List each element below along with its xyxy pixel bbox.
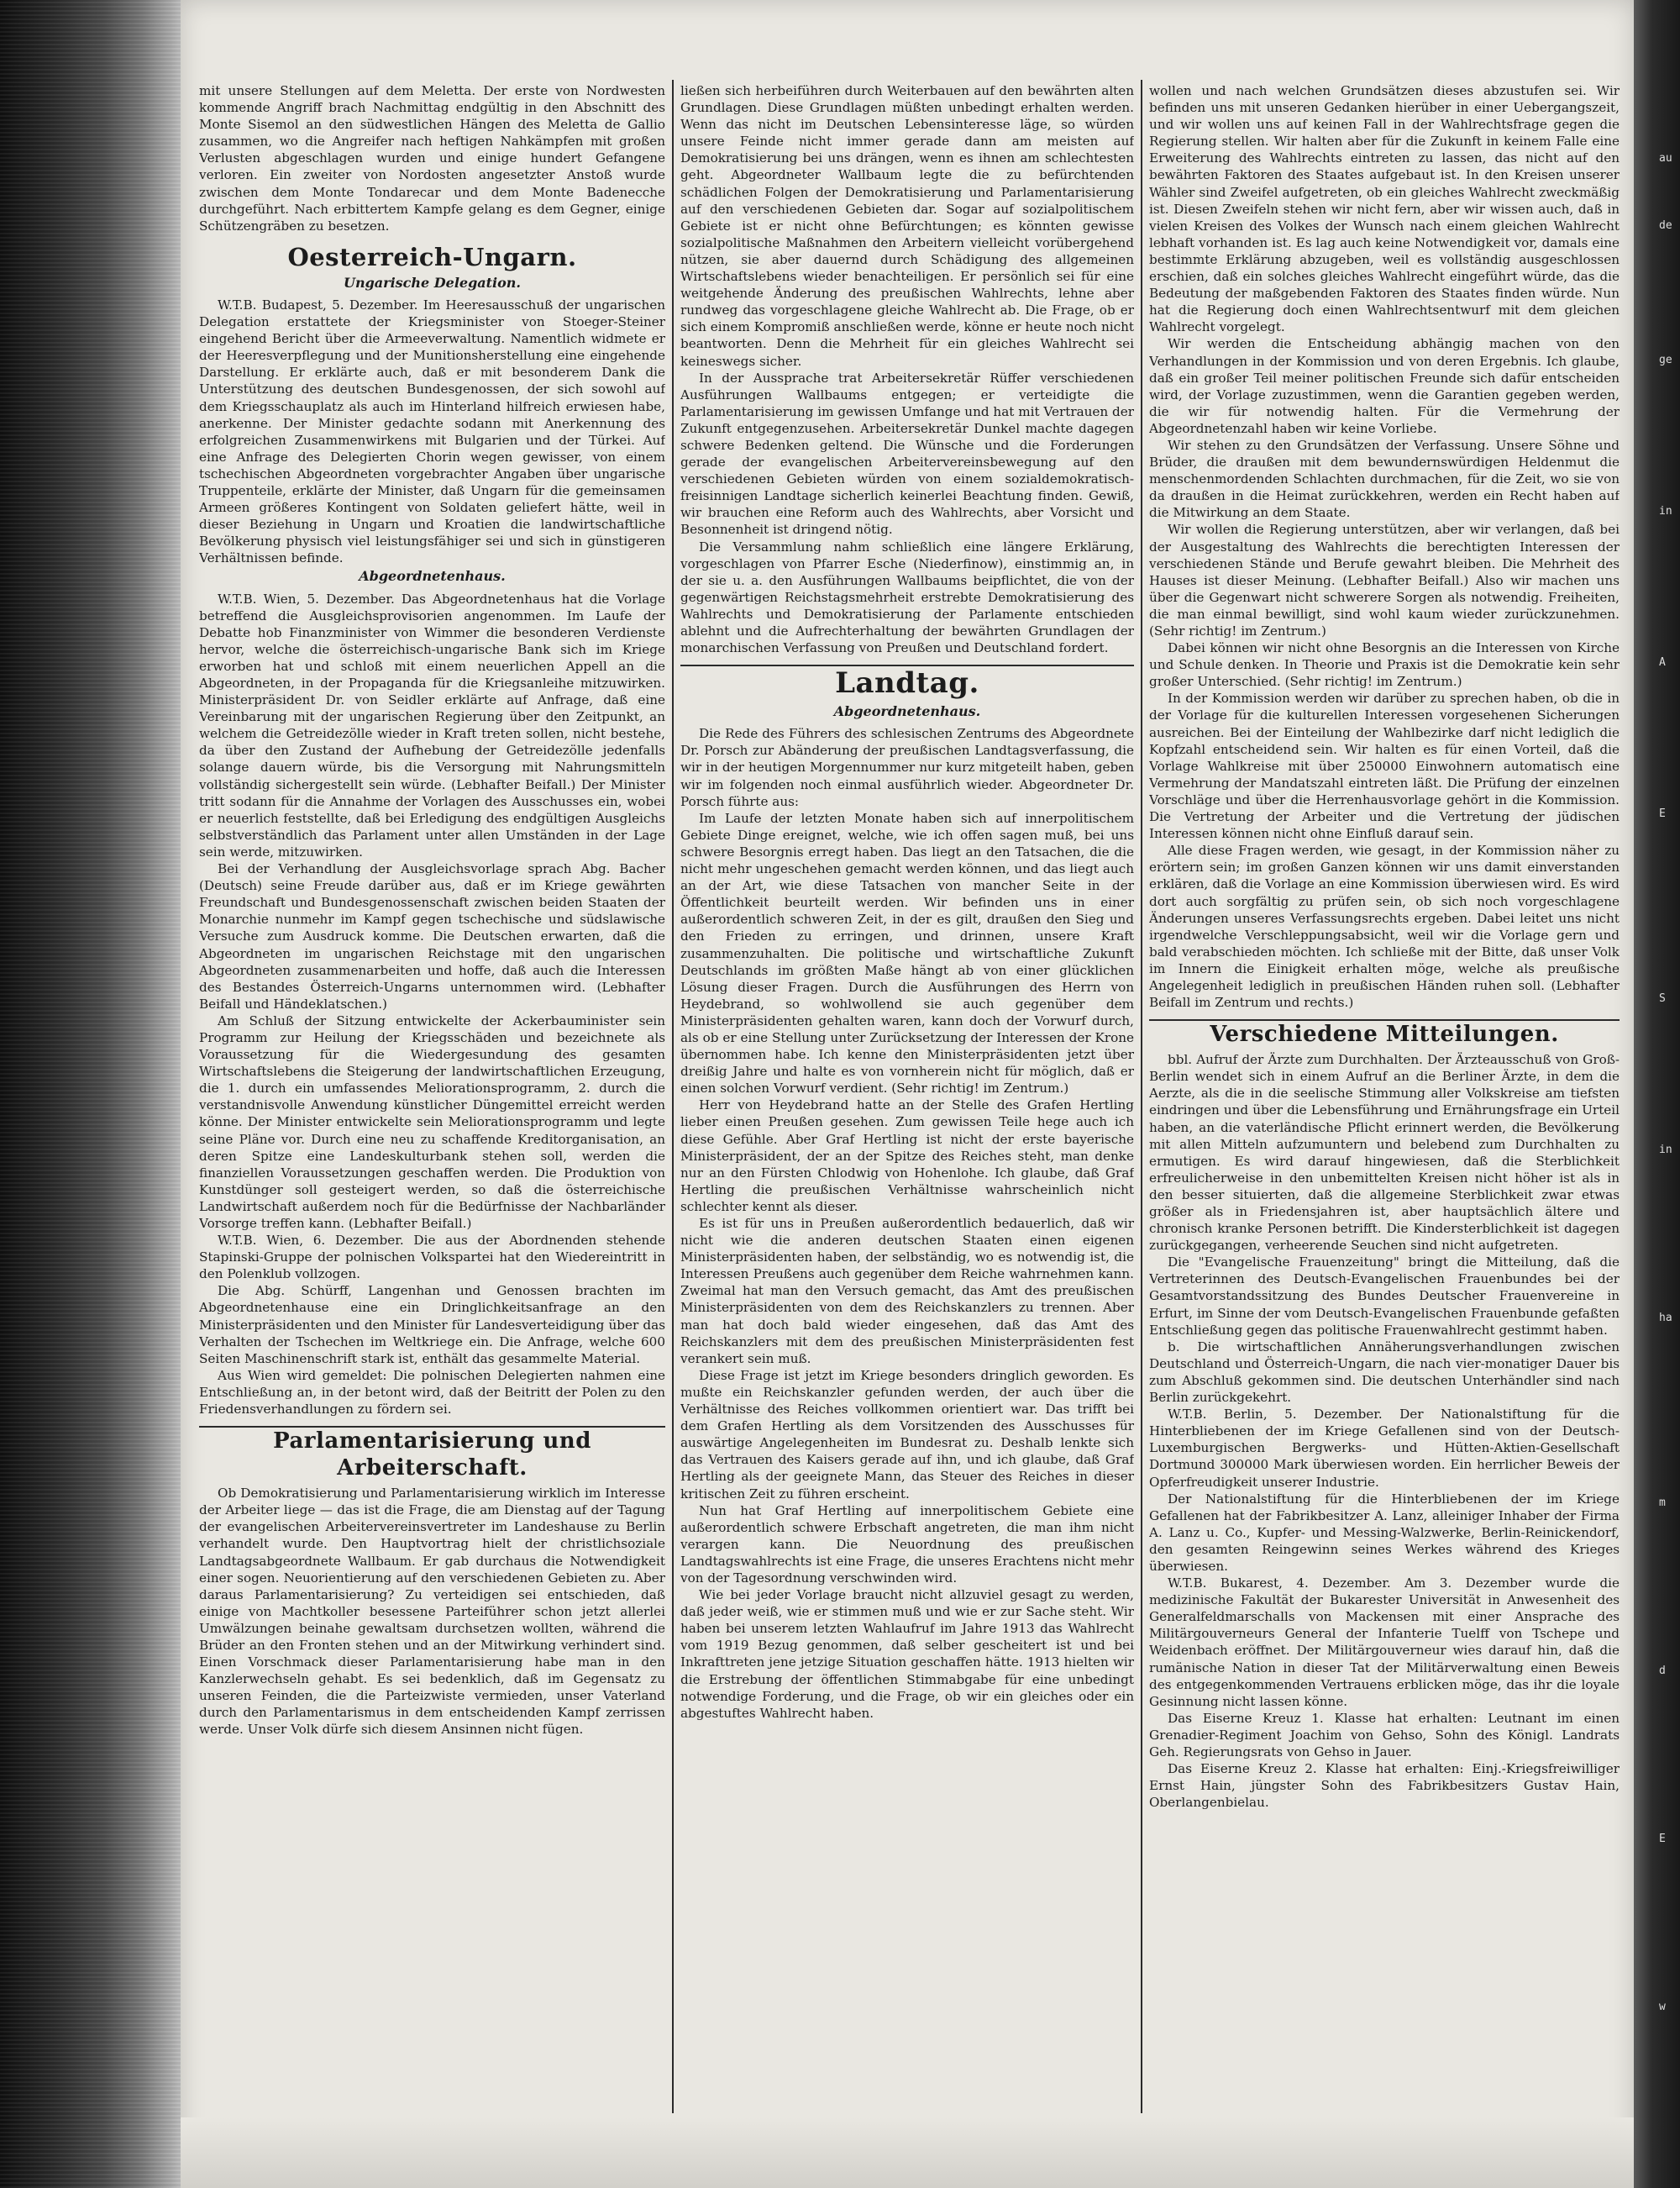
edge-fragment: ha <box>1659 1312 1672 1324</box>
article-paragraph: Die Abg. Schürff, Langenhan und Genossen brachten im Abgeordnetenhause eine ein Dringlichkeitsanfrage an den Ministerpräsidenten und den Minister für Landesverteidigung über das Verhalten der Tschechen im Weltkriege ein. Die Anfrage, welche 600 Seiten Maschinenschrift stark ist, enthält das gesammelte Material. <box>199 1283 665 1366</box>
adjacent-page-edge <box>1634 0 1680 2188</box>
article-paragraph: W.T.B. Berlin, 5. Dezember. Der Nationalstiftung für die Hinterbliebenen der im Kriege Gefallenen sind von der Deutsch-Luxemburgischen Bergwerks- und Hütten-Aktien-Gesellschaft Dortmund 300000 Mark überwiesen worden. Ein herrlicher Beweis der Opferfreudigkeit unserer Industrie. <box>1149 1407 1620 1490</box>
subheading-abgeordnetenhaus: Abgeordnetenhaus. <box>359 568 506 585</box>
book-binding <box>0 0 189 2188</box>
edge-fragment: S <box>1659 992 1666 1005</box>
edge-fragment: w <box>1659 2001 1666 2013</box>
article-paragraph: Dabei können wir nicht ohne Besorgnis an die Interessen von Kirche und Schule denken. In Theorie und Praxis ist die Demokratie kein sehr großer Unterschied. (Sehr richtig! im Zentrum.) <box>1149 640 1620 690</box>
article-paragraph: Die "Evangelische Frauenzeitung" bringt die Mitteilung, daß die Vertreterinnen des Deutsch-Evangelischen Frauenbundes bei der Gesamtvorstandssitzung des Bundes Deutscher Frauenvereine in Erfurt, im Sinne der vom Deutsch-Evangelischen Frauenbunde gefaßten Entschließung gegen das politische Frauenwahlrecht gestimmt haben. <box>1149 1254 1620 1338</box>
edge-fragment: A <box>1659 656 1666 669</box>
article-paragraph: Im Laufe der letzten Monate haben sich auf innerpolitischem Gebiete Dinge ereignet, welche, wie ich offen sagen muß, bei uns schwere Besorgnis erregt haben. Das liegt an den Tatsachen, die die nicht mehr ungeschehen gemacht werden können, und das liegt auch an der Art, wie diese Tatsachen von mancher Seite in der Öffentlichkeit beurteilt werden. Wir befinden uns in einer außerordentlich schweren Zeit, in der es gilt, draußen den Sieg und den Frieden zu erringen, und drinnen, unsere Kraft zusammenzuhalten. Die politische und wirtschaftliche Zukunft Deutschlands im größten Maße hängt ab von einer glücklichen Lösung dieser Fragen. Durch die Ausführungen des Herrn von Heydebrand, so wohlwollend sie auch gegenüber dem Ministerpräsidenten gehalten waren, kann doch der Vorwurf durch, als ob er eine Stellung unter Zurücksetzung der Interessen der Krone übernommen habe. Ich kenne den Ministerpräsidenten jetzt über dreißig Jahre und halte es von vornherein nicht für möglich, daß er einen solchen Vorwurf verdient. (Sehr richtig! im Zentrum.) <box>680 810 1134 1097</box>
edge-fragment: in <box>1659 1144 1672 1156</box>
subheading-ungarische-delegation: Ungarische Delegation. <box>344 274 521 291</box>
column-left <box>199 82 665 2099</box>
article-paragraph: wollen und nach welchen Grundsätzen dieses abzustufen sei. Wir befinden uns mit unseren Gedanken hierüber in einer Uebergangszeit, und wir wollen uns auf keinen Fall in der Wahlrechtsfrage gegen die Regierung stellen. Wir halten aber für die Zukunft in keinem Falle eine Erweiterung des Wahlrechts eintreten zu lassen, das nicht auf den bewährten Faktoren des Staates aufgebaut ist. In den Kreisen unserer Wähler sind Zweifel aufgetreten, ob ein gleiches Wahlrecht zweckmäßig ist. Diesen Zweifeln stehen wir nicht fern, aber wir wissen auch, daß in vielen Kreisen des Volkes der Wunsch nach einem gleichen Wahlrecht lebhaft vorhanden ist. Es lag auch keine Notwendigkeit vor, damals eine bestimmte Erklärung abzugeben, weil es vollständig ausgeschlossen erschien, daß ein solches gleiches Wahlrecht eingeführt würde, das die Bedeutung der maßgebenden Faktoren des Staates finden würde. Nun hat die Regierung doch einen Wahlrechtsentwurf mit dem gleichen Wahlrecht vorgelegt. <box>1149 83 1620 335</box>
article-paragraph: mit unsere Stellungen auf dem Meletta. Der erste von Nordwesten kommende Angriff brach Nachmittag endgültig in den Abschnitt des Monte Sisemol an den südwestlichen Hängen des Meletta de Gallio zusammen, wo die Angreifer nach heftigen Nahkämpfen mit großen Verlusten abgeschlagen wurden und einige hundert Gefangene verloren. Ein zweiter von Nordosten angesetzter Anstoß wurde zwischen dem Monte Tondarecar und dem Monte Badenecche durchgeführt. Nach erbittertem Kampfe gelang es dem Gegner, einige Schützengräben zu besetzen. <box>199 83 665 234</box>
article-paragraph: Das Eiserne Kreuz 1. Klasse hat erhalten: Leutnant im einen Grenadier-Regiment Joachim von Gehso, Sohn des Königl. Landrats Geh. Regierungsrats von Gehso in Jauer. <box>1149 1710 1620 1759</box>
article-paragraph: Der Nationalstiftung für die Hinterbliebenen der im Kriege Gefallenen hat der Fabrikbesitzer A. Lanz, alleiniger Inhaber der Firma A. Lanz u. Co., Kupfer- und Messing-Walzwerke, Berlin-Reinickendorf, den gesamten Reingewinn seines Werkes während des Krieges überwiesen. <box>1149 1491 1620 1574</box>
column-middle <box>680 82 1134 2099</box>
column-right <box>1149 82 1620 2099</box>
article-paragraph: W.T.B. Bukarest, 4. Dezember. Am 3. Dezember wurde die medizinische Fakultät der Bukarester Universität in Anwesenheit des Generalfeldmarschalls von Mackensen mit einer Ansprache des Militärgouverneurs General der Infanterie Tuelff von Tschepe und Weidenbach eröffnet. Der Militärgouverneur wies darauf hin, daß die rumänische Nation in dieser Tat der Militärverwaltung einen Beweis des entgegenkommenden Vertrauens erblicken möge, das ihr die loyale Gesinnung nicht lassen könne. <box>1149 1575 1620 1709</box>
article-paragraph: Wie bei jeder Vorlage braucht nicht allzuviel gesagt zu werden, daß jeder weiß, wie er stimmen muß und wie er zur Sache steht. Wir haben bei unserem letzten Wahlaufruf im Jahre 1913 das Wahlrecht vom 1919 Bezug genommen, daß selber gescheitert ist und bei Inkrafttreten jene jetzige Situation geschaffen hätte. 1913 hielten wir die Erstrebung der öffentlichen Stimmabgabe für eine unbedingt notwendige Forderung, und die Frage, ob wir ein gleiches oder ein abgestuftes Wahlrecht haben. <box>680 1587 1134 1721</box>
edge-fragment: ge <box>1659 354 1672 366</box>
article-paragraph: bbl. Aufruf der Ärzte zum Durchhalten. Der Ärzteausschuß von Groß-Berlin wendet sich in einem Aufruf an die Berliner Ärzte, in dem die Aerzte, als die in die seelische Stimmung aller Volkskreise am tiefsten eindringen und über die Lebensführung und Ernährungsfrage ein Urteil haben, an die vaterländische Pflicht erinnert werden, die Bevölkerung mit allen Mitteln aufzumuntern und belebend zum Durchhalten zu ermutigen. Es wird darauf hingewiesen, daß die Sterblichkeit erfreulicherweise in den unbemittelten Kreisen nicht höher ist als in den besser situierten, daß die allgemeine Sterblichkeit zwar etwas größer als in Friedensjahren ist, aber hauptsächlich ältere und chronisch kranke Personen betrifft. Die Kindersterblichkeit ist dagegen zurückgegangen, verheerende Seuchen sind nicht aufgetreten. <box>1149 1052 1620 1254</box>
edge-fragment: E <box>1659 807 1666 820</box>
article-paragraph: Herr von Heydebrand hatte an der Stelle des Grafen Hertling lieber einen Preußen gesehen. Zum gewissen Teile hege auch ich diese Gefühle. Aber Graf Hertling ist nicht der erste bayerische Ministerpräsident, der an der Spitze des Reiches steht, man denke nur an den Fürsten Chlodwig von Hohenlohe. Ich glaube, daß Graf Hertling die preußischen Verhältnisse wahrscheinlich nicht schlechter kennt als dieser. <box>680 1097 1134 1214</box>
subheading-abgeordnetenhaus: Abgeordnetenhaus. <box>833 703 981 720</box>
article-paragraph: W.T.B. Wien, 6. Dezember. Die aus der Abordnenden stehende Stapinski-Gruppe der polnischen Volkspartei hat den Wiedereintritt in den Polenklub vollzogen. <box>199 1233 665 1282</box>
article-paragraph: Das Eiserne Kreuz 2. Klasse hat erhalten: Einj.-Kriegsfreiwilliger Ernst Hain, jüngster Sohn des Fabrikbesitzers Gustav Hain, Oberlangenbielau. <box>1149 1761 1620 1811</box>
article-paragraph: Die Rede des Führers des schlesischen Zentrums des Abgeordnete Dr. Porsch zur Abänderung der preußischen Landtagsverfassung, die wir in der heutigen Morgennummer nur kurz mitgeteilt haben, geben wir im folgenden noch einmal ausführlich wieder. Abgeordneter Dr. Porsch führte aus: <box>680 726 1134 809</box>
section-heading-landtag: Landtag. <box>680 665 1134 700</box>
edge-fragment: d <box>1659 1665 1666 1677</box>
article-paragraph: Es ist für uns in Preußen außerordentlich bedauerlich, daß wir nicht wie die anderen deutschen Staaten einen eigenen Ministerpräsidenten haben, der selbständig, wo es notwendig ist, die Interessen Preußens auch gegenüber dem Reiche wahrnehmen kann. Zweimal hat man den Versuch gemacht, das Amt des preußischen Ministerpräsidenten von dem des Reichskanzlers zu trennen. Aber man hat doch bald wieder eingesehen, daß das Amt des Reichskanzlers mit dem des preußischen Ministerpräsidenten fest verankert sein muß. <box>680 1216 1134 1366</box>
column-rule <box>1141 80 1142 2113</box>
article-paragraph: In der Aussprache trat Arbeitersekretär Rüffer verschiedenen Ausführungen Wallbaums entgegen; er verteidigte die Parlamentarisierung im gewissen Umfange und hat mit Vertrauen der Zukunft entgegenzusehen. Arbeitersekretär Dunkel machte dagegen schwere Bedenken geltend. Die Wünsche und die Forderungen gerade der evangelischen Arbeitervereinsbewegung auf den verschiedenen Gebieten würden von einem sozialdemokratisch-freisinnigen Landtage sicherlich keinerlei Beachtung finden. Gewiß, wir brauchen eine Reform auch des Wahlrechts, aber Vorsicht und Besonnenheit ist dringend nötig. <box>680 370 1134 538</box>
article-paragraph: ließen sich herbeiführen durch Weiterbauen auf den bewährten alten Grundlagen. Diese Grundlagen müßten unbedingt erhalten werden. Wenn das nicht im Deutschen Lebensinteresse läge, so würden unsere Feinde nicht immer gerade dann am meisten auf Demokratisierung bei uns drängen, wenn es ihnen am schlechtesten geht. Abgeordneter Wallbaum legte die zu befürchtenden schädlichen Folgen der Demokratisierung und Parlamentarisierung auf den verschiedenen Gebieten dar. Sogar auf sozialpolitischem Gebiete ist er nicht ohne Befürchtungen; es könnten gewisse sozialpolitische Maßnahmen den Arbeitern vielleicht vorübergehend nützen, sie aber dauernd durch Schädigung des allgemeinen Wirtschaftslebens wieder benachteiligen. Er persönlich sei für eine weitgehende Änderung des preußischen Wahlrechts, lehne aber rundweg das vorgeschlagene gleiche Wahlrecht ab. Die Frage, ob er sich einem Kompromiß anschließen werde, könne er heute noch nicht beantworten. Denn die Mehrheit für ein gleiches Wahlrecht sei keineswegs sicher. <box>680 83 1134 369</box>
article-paragraph: b. Die wirtschaftlichen Annäherungsverhandlungen zwischen Deutschland und Österreich-Ungarn, die nach vier-monatiger Dauer bis zum Abschluß gekommen sind. Die deutschen Unterhändler sind nach Berlin zurückgekehrt. <box>1149 1339 1620 1406</box>
article-paragraph: In der Kommission werden wir darüber zu sprechen haben, ob die in der Vorlage für die kulturellen Interessen vorgesehenen Sicherungen ausreichen. Bei der Einteilung der Wahlbezirke darf nicht lediglich die Kopfzahl entscheidend sein. Wir halten es für einen Vorteil, daß die Vorlage Wahlkreise mit über 250000 Einwohnern automatisch eine Vermehrung der Mandatszahl eintreten läßt. Die Prüfung der einzelnen Vorschläge und über die Herrenhausvorlage gehört in die Kommission. Die Vertretung der Arbeiter und die Vertretung der jüdischen Interessen können nicht ohne Einfluß darauf sein. <box>1149 691 1620 842</box>
section-heading-oesterreich-ungarn: Oesterreich-Ungarn. <box>287 242 577 271</box>
article-paragraph: Nun hat Graf Hertling auf innerpolitischem Gebiete eine außerordentlich schwere Erbschaft angetreten, die man ihm nicht verargen kann. Die Neuordnung des preußischen Landtagswahlrechts ist eine Frage, die unseres Erachtens nicht mehr von der Tagesordnung verschwinden wird. <box>680 1502 1134 1586</box>
article-paragraph: W.T.B. Budapest, 5. Dezember. Im Heeresausschuß der ungarischen Delegation erstattete der Kriegsminister von Stoeger-Steiner eingehend Bericht über die Armeeverwaltung. Namentlich widmete er der Heeresverpflegung und der Munitionsherstellung eine eingehende Darstellung. Er erklärte auch, daß er mit besonderem Dank die Unterstützung des deutschen Bundesgenossen, der sich sowohl auf dem Kriegsschauplatz als auch im Hinterland hilfreich erwiesen habe, anerkenne. Der Minister gedachte sodann mit Anerkennung des erfolgreichen Zusammenwirkens mit Bulgarien und der Türkei. Auf eine Anfrage des Delegierten Chorin wegen gewisser, von einem tschechischen Abgeordneten vorgebrachter Angaben über ungarische Truppenteile, erklärte der Minister, daß Ungarn für die gemeinsamen Armeen größeres Kontingent von Soldaten geliefert hätte, weil in dieser Beziehung in Ungarn und Kroatien die landwirtschaftliche Bevölkerung physisch viel leistungsfähiger sei und sich in günstigeren Verhältnissen befinde. <box>199 297 665 566</box>
article-paragraph: Ob Demokratisierung und Parlamentarisierung wirklich im Interesse der Arbeiter liege — das ist die Frage, die am Dienstag auf der Tagung der evangelischen Arbeitervereinsvertreter im Landeshause zu Berlin verhandelt wurde. Den Hauptvortrag hielt der christlichsoziale Landtagsabgeordnete Wallbaum. Er gab durchaus die Notwendigkeit einer sogen. Neuorientierung auf den verschiedenen Gebieten zu. Aber daraus Parlamentarisierung? Zu verteidigen sei entschieden, daß einige von Machtkoller besessene Parteiführer schon jetzt allerlei Umwälzungen beinahe gewaltsam durchsetzen wollten, während die Brüder an den Fronten stehen und an der Mitwirkung verhindert sind. Einen Vorschmack dieser Parlamentarisierung habe man in den Kanzlerwechseln gehabt. Es sei bedenklich, daß im Gegensatz zu unseren Feinden, die die Parteizwiste vermieden, unser Vaterland durch den Parlamentarismus in dem entscheidenden Kampf zerrissen werde. Unser Volk dürfe sich diesem Ansinnen nicht fügen. <box>199 1486 665 1738</box>
article-paragraph: Wir wollen die Regierung unterstützen, aber wir verlangen, daß bei der Ausgestaltung des Wahlrechts die berechtigten Interessen der verschiedenen Stände und Berufe gewahrt bleiben. Die Mehrheit des Hauses ist dieser Meinung. (Lebhafter Beifall.) Also wir machen uns über die Gegenwart nicht schwerere Sorgen als notwendig. Freiheiten, die man einmal bewilligt, sind wohl kaum wieder zurückzunehmen. (Sehr richtig! im Zentrum.) <box>1149 522 1620 639</box>
article-paragraph: Bei der Verhandlung der Ausgleichsvorlage sprach Abg. Bacher (Deutsch) seine Freude darüber aus, daß er im Kriege gewährten Freundschaft und Bundesgenossenschaft zwischen beiden Staaten der Monarchie nunmehr im Kampf gegen tschechische und südslawische Versuche zum Ausdruck komme. Die Deutschen erwarten, daß die Abgeordneten im ungarischen Reichstage mit den ungarischen Abgeordneten zusammenarbeiten und hoffe, daß auch die Interessen des Bestandes Österreich-Ungarns unternommen wird. (Lebhafter Beifall und Händeklatschen.) <box>199 861 665 1012</box>
column-rule <box>672 80 674 2113</box>
article-paragraph: Am Schluß der Sitzung entwickelte der Ackerbauminister sein Programm zur Heilung der Kriegsschäden und bezeichnete als Voraussetzung für die Wiedergesundung des gesamten Wirtschaftslebens die Steigerung der landwirtschaftlichen Erzeugung, die 1. durch ein umfassendes Meliorationsprogramm, 2. durch die verstandnisvolle Anwendung künstlicher Düngemittel erreicht werden könne. Der Minister entwickelte sein Meliorationsprogramm und legte seine Pläne vor. Durch eine neu zu schaffende Kreditorganisation, an deren Spitze eine Landeskulturbank stehen soll, werden die finanziellen Voraussetzungen geschaffen werden. Die Produktion von Kunstdünger soll gesteigert werden, so daß die österreichische Landwirtschaft außerdem noch für die Bedürfnisse der Nachbarländer Vorsorge treffen kann. (Lebhafter Beifall.) <box>199 1012 665 1231</box>
edge-fragment: m <box>1659 1496 1666 1509</box>
page-bottom-edge <box>181 2117 1634 2188</box>
edge-fragment: in <box>1659 505 1672 518</box>
edge-fragment: au <box>1659 152 1672 165</box>
edge-fragment: de <box>1659 219 1672 232</box>
article-paragraph: Die Versammlung nahm schließlich eine längere Erklärung, vorgeschlagen von Pfarrer Esche (Niederfinow), einstimmig an, in der sie u. a. den Ausführungen Wallbaums beipflichtet, die von der gegenwärtigen Reichstagsmehrheit erstrebte Demokratisierung des Wahlrechts und Demokratisierung der Parlamente entschieden ablehnt und die Aufrechterhaltung der bewährten Grundlagen der monarchischen Verfassung von Preußen und Deutschland fordert. <box>680 539 1134 656</box>
article-paragraph: Wir stehen zu den Grundsätzen der Verfassung. Unsere Söhne und Brüder, die draußen mit dem bewundernswürdigen Heldenmut die menschenmordenden Schlachten durchmachen, für die Zeit, wo sie von da draußen in die Heimat zurückkehren, werden ein Recht haben auf die Mitwirkung an dem Staate. <box>1149 437 1620 521</box>
section-heading-parlamentarisierung: Parlamentarisierung und Arbeiterschaft. <box>199 1426 665 1481</box>
article-paragraph: W.T.B. Wien, 5. Dezember. Das Abgeordnetenhaus hat die Vorlage betreffend die Ausgleichsprovisorien angenommen. Im Laufe der Debatte hob Finanzminister von Wimmer die besonderen Verdienste hervor, welche die österreichisch-ungarische Bank sich im Kriege erworben hat und schloß mit einem neuerlichen Appell an die Abgeordneten, in der Propaganda für die Kriegsanleihe mitzuwirken. Ministerpräsident Dr. von Seidler erklärte auf Anfrage, daß eine Vereinbarung mit der ungarischen Regierung über den Zeitpunkt, an welchem die Getreidezölle wieder in Kraft treten sollen, nicht bestehe, da über den Zustand der Aufhebung der Getreidezölle jedenfalls solange dauern würde, bis die Versorgung mit Nahrungsmitteln vollständig sichergestellt sein würde. (Lebhafter Beifall.) Der Minister tritt sodann für die Annahme der Vorlagen des Ausschusses ein, wobei er neuerlich feststellte, daß bei Erledigung des endgültigen Ausgleichs selbstverständlich das Parlament unter allen Umständen in der Lage sein werde, mitzuwirken. <box>199 591 665 860</box>
section-heading-verschiedene-mitteilungen: Verschiedene Mitteilungen. <box>1149 1019 1620 1048</box>
edge-fragment: E <box>1659 1833 1666 1845</box>
article-paragraph: Alle diese Fragen werden, wie gesagt, in der Kommission näher zu erörtern sein; im großen Ganzen können wir uns damit einverstanden erklären, daß die Vorlage an eine Kommission überwiesen wird. Es wird dort auch sorgfältig zu prüfen sein, ob sich noch vorgeschlagene Änderungen unseres Verfassungsrechts ergeben. Dabei leitet uns nicht irgendwelche Verschleppungsabsicht, weil wir die Vorlage gern und bald verabschieden möchten. Ich schließe mit der Bitte, daß unser Volk im Innern die Einigkeit erhalten möge, welche als preußische Angelegenheit lediglich in preußischen Händen ruhen soll. (Lebhafter Beifall im Zentrum und rechts.) <box>1149 843 1620 1011</box>
article-paragraph: Wir werden die Entscheidung abhängig machen von den Verhandlungen in der Kommission und von deren Ergebnis. Ich glaube, daß ein großer Teil meiner politischen Freunde sich dafür entscheiden wird, der Vorlage zuzustimmen, wenn die Garantien gegeben werden, die wir für notwendig halten. Für die Vermehrung der Abgeordnetenzahl haben wir keine Vorliebe. <box>1149 336 1620 436</box>
article-paragraph: Aus Wien wird gemeldet: Die polnischen Delegierten nahmen eine Entschließung an, in der betont wird, daß der Beitritt der Polen zu den Friedensverhandlungen zu fördern sei. <box>199 1367 665 1417</box>
article-paragraph: Diese Frage ist jetzt im Kriege besonders dringlich geworden. Es mußte ein Reichskanzler gefunden werden, der auch über die Verhältnisse des Reiches vollkommen orientiert war. Das trifft bei dem Grafen Hertling als dem Vorsitzenden des Ausschusses für auswärtige Angelegenheiten im Bundesrat zu. Deshalb lenkte sich das Vertrauen des Kaisers gerade auf ihn, und ich glaube, daß Graf Hertling als der geeignete Mann, das Steuer des Reiches in dieser kritischen Zeit zu führen erscheint. <box>680 1367 1134 1502</box>
